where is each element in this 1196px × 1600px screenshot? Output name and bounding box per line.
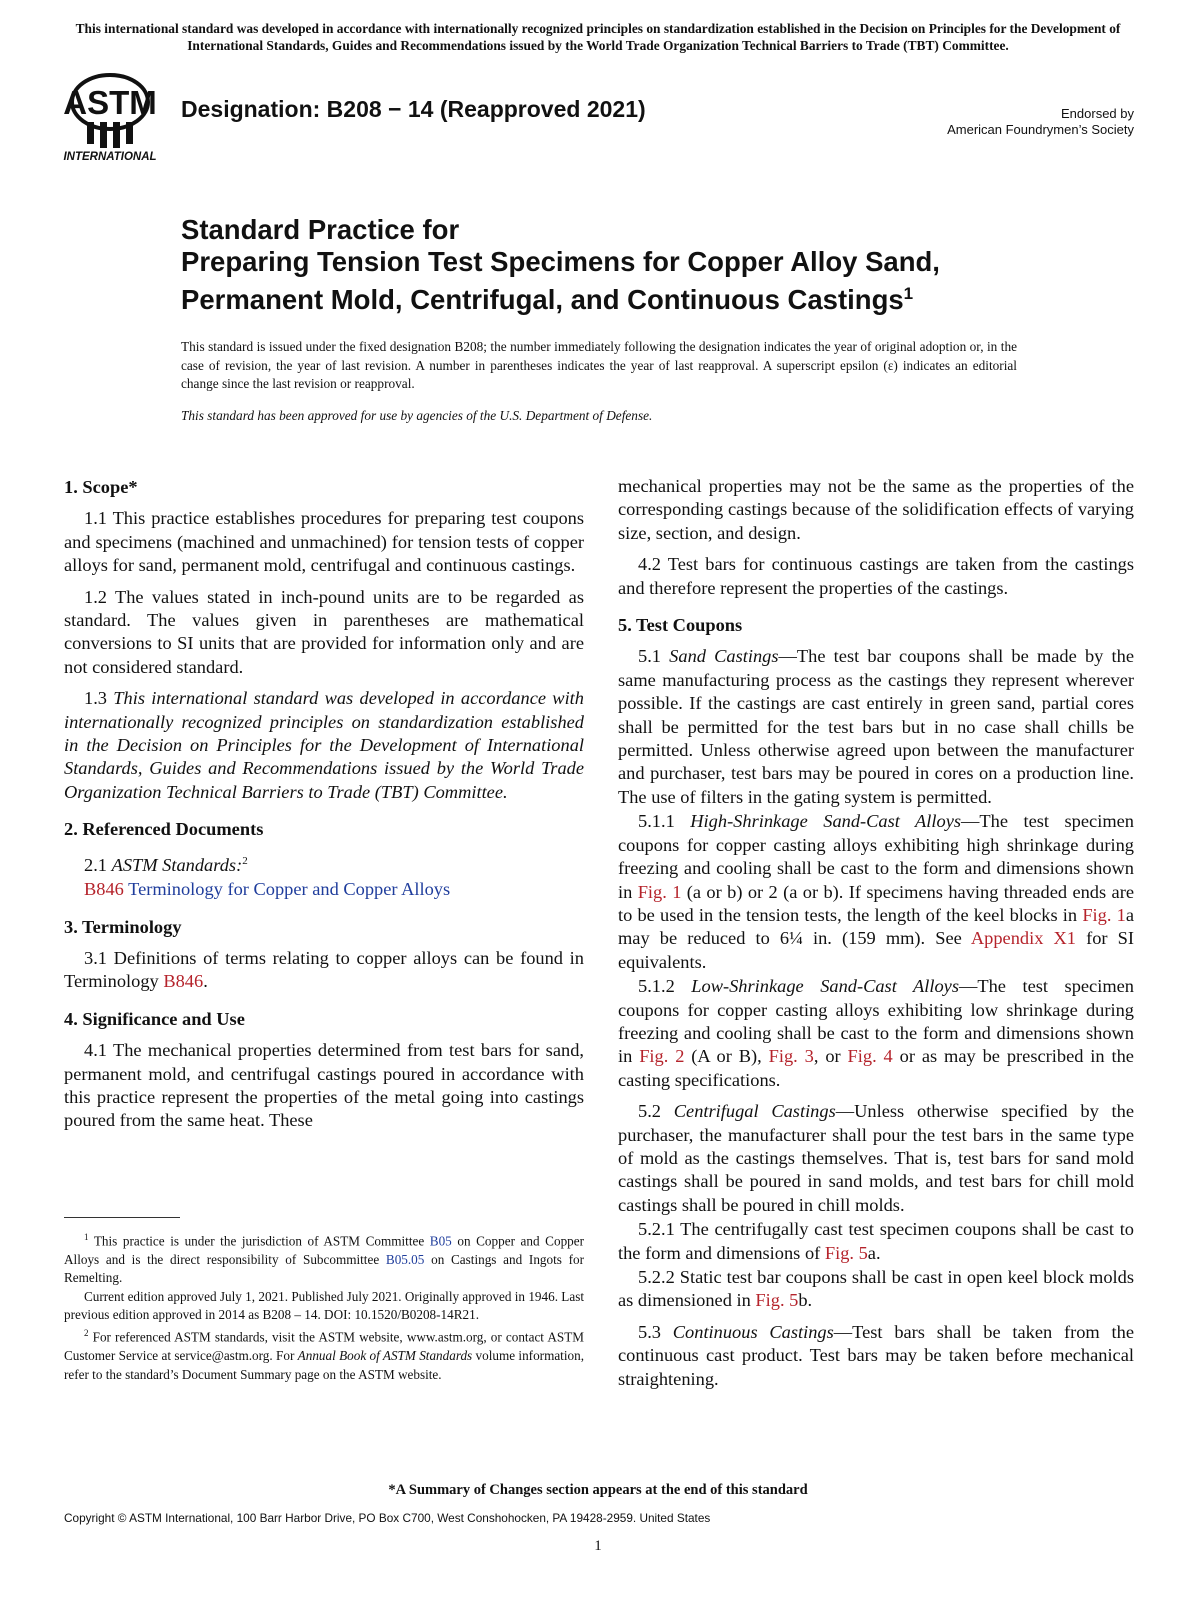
- para-1-2: 1.2 The values stated in inch-pound units are to be regarded as standard. The values given in parentheses are mathematical conversions to SI units that are provided for information only and are not considered standard.: [64, 586, 584, 677]
- terminology-b846-link[interactable]: B846: [163, 971, 204, 992]
- ref-b846-title[interactable]: Terminology for Copper and Copper Alloys: [123, 879, 451, 900]
- footnote-2-italic: Annual Book of ASTM Standards: [297, 1348, 473, 1364]
- right-column: [618, 475, 1134, 1399]
- para-1-3-number: 1.3: [84, 688, 114, 709]
- section-1-heading: 1. Scope*: [64, 477, 138, 497]
- fig-5b-link[interactable]: Fig. 5: [755, 1290, 799, 1311]
- footnote-1-mark: 1: [84, 1232, 89, 1242]
- endorsing-society: American Foundrymen’s Society: [947, 122, 1134, 137]
- fig-1-link[interactable]: Fig. 1: [637, 881, 682, 902]
- para-5-2-2-text-a: 5.2.2 Static test bar coupons shall be cast in open keel block molds as dimensioned in: [618, 1267, 1134, 1311]
- para-5-2-number: 5.2: [638, 1101, 674, 1122]
- ref-b846-link[interactable]: B846: [84, 879, 124, 900]
- designation: Designation: B208 − 14 (Reapproved 2021): [181, 96, 646, 122]
- title-line-3: [181, 278, 1081, 316]
- para-5-2-1-text-a: 5.2.1 The centrifugally cast test specimen coupons shall be cast to the form and dimensions of: [618, 1219, 1134, 1263]
- para-5-1-1-text-a: —The test specimen coupons for copper casting alloys exhibiting high shrinkage during freezing and cooling shall be cast to the form and dimensions shown in: [618, 811, 1134, 902]
- para-2-1-number: 2.1: [84, 854, 112, 875]
- para-5-2: [618, 1100, 1134, 1217]
- summary-of-changes-note: *A Summary of Changes section appears at the end of this standard: [388, 1482, 808, 1498]
- para-5-2-1: [618, 1218, 1134, 1265]
- para-1-3: [64, 687, 584, 804]
- section-5-heading: 5. Test Coupons: [618, 615, 743, 636]
- para-5-3-text: —Test bars shall be taken from the continuous cast product. Test bars may be taken before mechanical straightening.: [618, 1321, 1134, 1389]
- title-line-3-text: Permanent Mold, Centrifugal, and Continuous Castings: [181, 284, 904, 316]
- para-5-1-2-number: 5.1.2: [638, 976, 692, 997]
- para-5-1-1-title: High-Shrinkage Sand-Cast Alloys: [690, 811, 962, 832]
- document-title: [181, 214, 1081, 316]
- section-3-heading: 3. Terminology: [64, 916, 182, 937]
- fig-1a-link[interactable]: Fig. 1: [1082, 904, 1126, 925]
- subcommittee-b05-05-link[interactable]: B05.05: [385, 1251, 425, 1267]
- para-2-1-label: ASTM Standards:: [111, 854, 243, 875]
- footnote-1-edition: Current edition approved July 1, 2021. Published July 2021. Originally approved in 1946. Last previous edition approved in 2014 as B208 – 14. DOI: 10.1520/B0208-14R21.: [64, 1288, 584, 1323]
- footnote-1-text-c: on Castings and Ingots for Remelting.: [64, 1251, 584, 1286]
- endorsed-by-label: Endorsed by: [1061, 106, 1134, 121]
- para-3-1: [64, 947, 584, 994]
- para-5-1-2-text-c: , or: [813, 1046, 848, 1067]
- footnote-1-text-b: on Copper and Copper Alloys and is the direct responsibility of Subcommittee: [64, 1233, 584, 1267]
- para-5-1: [618, 645, 1134, 809]
- astm-logo-icon: [62, 70, 170, 170]
- para-5-1-1-text-d: for SI equivalents.: [618, 928, 1134, 972]
- para-5-2-1-text-b: a.: [867, 1242, 881, 1263]
- para-4-1-continued: mechanical properties may not be the same as the properties of the corresponding castings because of the solidification effects of varying size, section, and design.: [618, 476, 1134, 543]
- footnote-divider: [64, 1217, 180, 1218]
- referenced-document: [64, 878, 584, 901]
- section-4-heading: 4. Significance and Use: [64, 1008, 245, 1029]
- para-1-3-text: This international standard was developed in accordance with internationally recognized principles on standardization established in the Decision on Principles for the Development of International Standards, Guides and Recommendations issued by the World Trade Organization Technical Barriers to Trade (TBT) Committee.: [64, 688, 584, 802]
- para-5-1-2: [618, 975, 1134, 1092]
- para-4-2: 4.2 Test bars for continuous castings are taken from the castings and therefore represent the properties of the castings.: [618, 554, 1134, 598]
- footnote-2-mark: 2: [84, 1328, 89, 1339]
- para-5-3: [618, 1321, 1134, 1391]
- para-5-3-number: 5.3: [638, 1321, 673, 1342]
- para-5-1-text: —The test bar coupons shall be made by the same manufacturing process as the castings they represent wherever possible. If the castings are cast entirely in green sand, partial cores shall be permitted for the test bars but in no case shall chills be permitted. Unless otherwise agreed upon between the manufacturer and purchaser, test bars may be poured in cores on a production line. The use of filters in the gating system is permitted.: [618, 646, 1134, 807]
- fig-4-link[interactable]: Fig. 4: [847, 1046, 893, 1067]
- para-4-1: 4.1 The mechanical properties determined from test bars for sand, permanent mold, and centrifugal castings poured in accordance with this practice represent the properties of the metal going into castings poured from the same heat. These: [64, 1040, 584, 1131]
- para-1-1: 1.1 This practice establishes procedures for preparing test coupons and specimens (machined and unmachined) for tension tests of copper alloys for sand, permanent mold, centrifugal and continuous castings.: [64, 508, 584, 576]
- para-5-1-2-text-a: —The test specimen coupons for copper casting alloys exhibiting low shrinkage during freezing and cooling shall be cast to the form and dimensions shown in: [618, 976, 1134, 1067]
- committee-b05-link[interactable]: B05: [429, 1233, 452, 1249]
- footnote-2: [64, 1324, 584, 1384]
- para-5-1-1-number: 5.1.1: [638, 811, 691, 832]
- para-5-1-1: [618, 810, 1134, 974]
- logo-letters: ASTM: [63, 84, 157, 121]
- para-3-1-end: .: [203, 971, 208, 992]
- astm-logo: [62, 70, 170, 170]
- appendix-x1-link[interactable]: Appendix X1: [970, 928, 1076, 949]
- title-line-2: Preparing Tension Test Specimens for Copper Alloy Sand,: [181, 246, 940, 277]
- para-5-1-1-text-b: (a or b) or 2 (a or b). If specimens having threaded ends are to be used in the tension tests, the length of the keel blocks in: [618, 881, 1134, 925]
- para-5-2-title: Centrifugal Castings: [673, 1101, 836, 1122]
- footnote-2-text-a: For referenced ASTM standards, visit the ASTM website, www.astm.org, or contact ASTM Customer Service at service@astm.org. For: [64, 1329, 584, 1364]
- fig-3-link[interactable]: Fig. 3: [768, 1046, 814, 1067]
- para-3-1-text: 3.1 Definitions of terms relating to copper alloys can be found in Terminology: [64, 948, 584, 992]
- para-5-1-2-title: Low-Shrinkage Sand-Cast Alloys: [691, 976, 959, 997]
- left-column: [64, 476, 584, 1141]
- footnotes: [64, 1228, 584, 1384]
- para-5-2-text: —Unless otherwise specified by the purchaser, the manufacturer shall pour the test bars in the same type of mold as the castings themselves. That is, test bars for sand mold castings shall be poured in sand molds, and test bars for chill mold castings shall be poured in chill molds.: [618, 1101, 1134, 1215]
- footnote-1-text-a: This practice is under the jurisdiction of ASTM Committee: [88, 1233, 430, 1249]
- fig-2-link[interactable]: Fig. 2: [639, 1046, 685, 1067]
- title-footnote-mark: 1: [903, 284, 914, 303]
- para-5-3-title: Continuous Castings: [672, 1321, 834, 1342]
- endorsement: [947, 106, 1134, 138]
- top-notice: This international standard was developed in accordance with internationally recognized principles on standardization established in the Decision on Principles for the Development of International Standards, Guides and Recommendations issued by the World Trade Organization Technical Barriers to Trade (TBT) Committee.: [75, 21, 1121, 53]
- fig-5a-link[interactable]: Fig. 5: [824, 1242, 868, 1263]
- dod-note: This standard has been approved for use by agencies of the U.S. Department of Defense.: [181, 408, 653, 423]
- issue-note: This standard is issued under the fixed designation B208; the number immediately following the designation indicates the year of original adoption or, in the case of revision, the year of last revision. A number in parentheses indicates the year of last reapproval. A superscript epsilon (ε) indicates an editorial change since the last revision or reapproval.: [181, 339, 1017, 391]
- logo-caption: INTERNATIONAL: [63, 151, 157, 163]
- para-5-1-title: Sand Castings: [669, 646, 779, 667]
- para-5-2-2: [618, 1266, 1134, 1313]
- para-2-1-footnote-mark: 2: [242, 854, 248, 867]
- footnote-2-text-b: volume information, refer to the standard’s Document Summary page on the ASTM website.: [64, 1348, 584, 1382]
- copyright: Copyright © ASTM International, 100 Barr Harbor Drive, PO Box C700, West Conshohocken, PA 19428-2959. United States: [64, 1511, 711, 1525]
- para-5-2-2-text-b: b.: [798, 1290, 813, 1311]
- para-5-1-2-text-b: (A or B),: [684, 1046, 769, 1067]
- page-number: 1: [594, 1538, 602, 1554]
- para-5-1-2-text-d: or as may be prescribed in the casting specifications.: [618, 1046, 1134, 1090]
- para-5-1-number: 5.1: [638, 646, 670, 667]
- para-2-1: [64, 850, 584, 878]
- section-2-heading: 2. Referenced Documents: [64, 819, 264, 840]
- title-line-1: Standard Practice for: [181, 214, 460, 245]
- footnote-1: [64, 1228, 584, 1288]
- para-5-1-1-text-c: a may be reduced to 6¼ in. (159 mm). See: [618, 904, 1134, 949]
